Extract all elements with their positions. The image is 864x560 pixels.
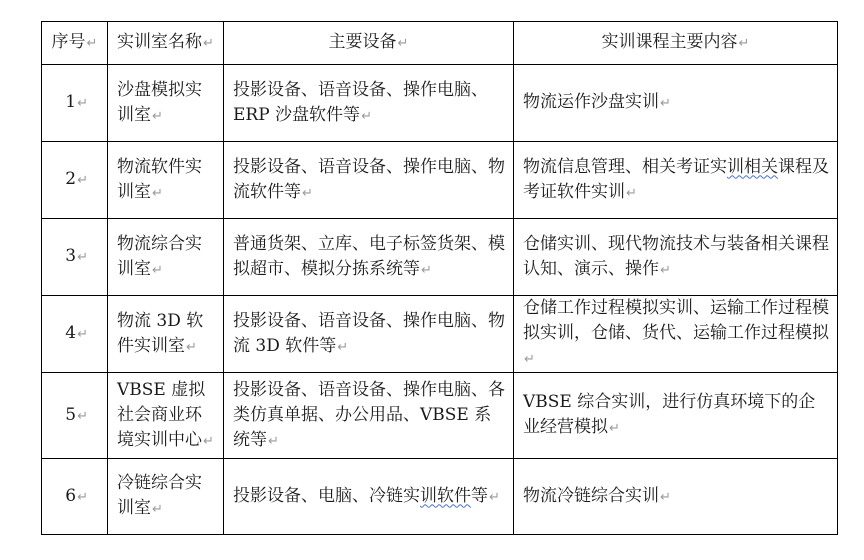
return-mark-icon: ↵ bbox=[524, 352, 535, 367]
cell-equipment: 投影设备、语音设备、操作电脑、各类仿真单据、办公用品、VBSE 系统等↵ bbox=[224, 373, 514, 459]
cell-room: 冷链综合实训室↵ bbox=[108, 459, 224, 535]
return-mark-icon: ↵ bbox=[186, 339, 197, 355]
cell-room: 物流综合实训室↵ bbox=[108, 219, 224, 296]
cell-no: 2↵ bbox=[42, 142, 108, 219]
return-mark-icon: ↵ bbox=[152, 502, 163, 517]
return-mark-icon: ↵ bbox=[660, 262, 671, 278]
training-rooms-table bbox=[41, 21, 838, 535]
return-mark-icon: ↵ bbox=[397, 36, 409, 51]
return-mark-icon: ↵ bbox=[152, 185, 163, 201]
header-course: 实训课程主要内容↵ bbox=[514, 22, 838, 65]
return-mark-icon: ↵ bbox=[489, 489, 500, 505]
spellcheck-underline: 训相关 bbox=[727, 156, 778, 177]
cell-no: 6↵ bbox=[42, 459, 108, 535]
cell-equipment: 普通货架、立库、电子标签货架、模拟超市、模拟分拣系统等↵ bbox=[224, 219, 514, 296]
return-mark-icon: ↵ bbox=[77, 250, 88, 265]
cell-course: VBSE 综合实训，进行仿真环境下的企业经营模拟↵ bbox=[514, 373, 838, 459]
return-mark-icon: ↵ bbox=[77, 173, 88, 188]
cell-no: 3↵ bbox=[42, 219, 108, 296]
cell-equipment: 投影设备、电脑、冷链实训软件等↵ bbox=[224, 459, 514, 535]
cell-room: 沙盘模拟实训室↵ bbox=[108, 65, 224, 142]
return-mark-icon: ↵ bbox=[77, 489, 88, 505]
cell-room: 物流 3D 软件实训室↵ bbox=[108, 296, 224, 373]
return-mark-icon: ↵ bbox=[302, 185, 313, 201]
return-mark-icon: ↵ bbox=[337, 339, 349, 355]
table-header-row bbox=[42, 22, 838, 65]
return-mark-icon: ↵ bbox=[626, 185, 637, 201]
return-mark-icon: ↵ bbox=[421, 262, 432, 278]
cell-equipment: 投影设备、语音设备、操作电脑、ERP 沙盘软件等↵ bbox=[224, 65, 514, 142]
header-room: 实训室名称↵ bbox=[108, 22, 224, 65]
spellcheck-underline: 训软件 bbox=[420, 485, 471, 506]
return-mark-icon: ↵ bbox=[152, 108, 163, 124]
cell-course: 物流运作沙盘实训↵ bbox=[514, 65, 838, 142]
return-mark-icon: ↵ bbox=[609, 421, 620, 436]
return-mark-icon: ↵ bbox=[268, 433, 279, 449]
return-mark-icon: ↵ bbox=[361, 108, 372, 124]
cell-course: 仓储工作过程模拟实训、运输工作过程模拟实训，仓储、货代、运输工作过程模拟↵ bbox=[514, 296, 838, 373]
cell-equipment: 投影设备、语音设备、操作电脑、物流软件等↵ bbox=[224, 142, 514, 219]
cell-room: 物流软件实训室↵ bbox=[108, 142, 224, 219]
return-mark-icon: ↵ bbox=[77, 96, 88, 111]
table-row bbox=[42, 296, 838, 373]
return-mark-icon: ↵ bbox=[86, 36, 98, 51]
return-mark-icon: ↵ bbox=[203, 433, 214, 449]
return-mark-icon: ↵ bbox=[77, 327, 88, 342]
table-row bbox=[42, 459, 838, 535]
header-no: 序号↵ bbox=[42, 22, 108, 65]
cell-no: 1↵ bbox=[42, 65, 108, 142]
cell-course: 物流信息管理、相关考证实训相关课程及考证软件实训↵ bbox=[514, 142, 838, 219]
return-mark-icon: ↵ bbox=[77, 408, 88, 424]
table-row bbox=[42, 142, 838, 219]
cell-no: 5↵ bbox=[42, 373, 108, 459]
header-equipment: 主要设备↵ bbox=[224, 22, 514, 65]
return-mark-icon: ↵ bbox=[203, 36, 214, 51]
return-mark-icon: ↵ bbox=[660, 96, 671, 111]
return-mark-icon: ↵ bbox=[738, 36, 750, 51]
cell-room: VBSE 虚拟社会商业环境实训中心↵ bbox=[108, 373, 224, 459]
table-row bbox=[42, 373, 838, 459]
cell-course: 物流冷链综合实训↵ bbox=[514, 459, 838, 535]
cell-equipment: 投影设备、语音设备、操作电脑、物流 3D 软件等↵ bbox=[224, 296, 514, 373]
return-mark-icon: ↵ bbox=[152, 262, 163, 278]
table-row bbox=[42, 65, 838, 142]
cell-course: 仓储实训、现代物流技术与装备相关课程认知、演示、操作↵ bbox=[514, 219, 838, 296]
table-row bbox=[42, 219, 838, 296]
cell-no: 4↵ bbox=[42, 296, 108, 373]
return-mark-icon: ↵ bbox=[660, 489, 671, 505]
